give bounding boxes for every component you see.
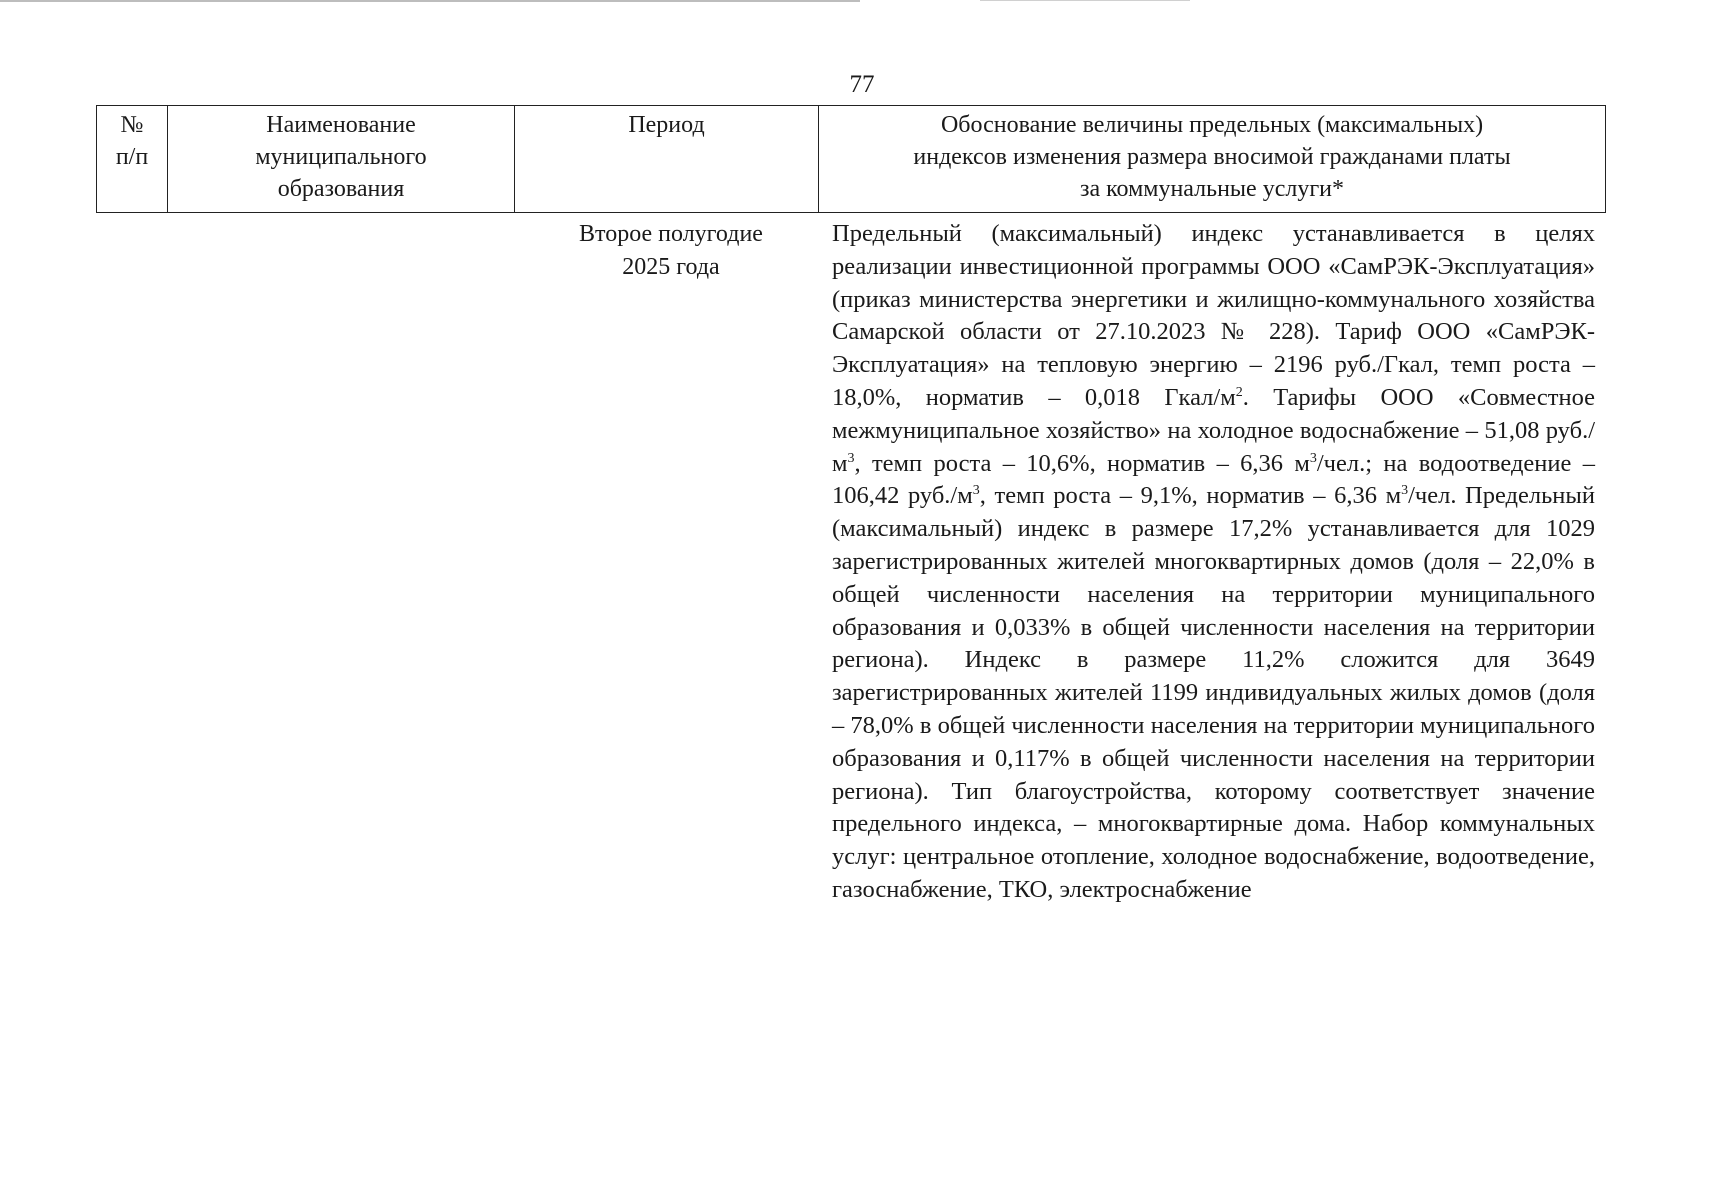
superscript: 2 (1235, 384, 1243, 400)
superscript: 3 (1309, 450, 1317, 466)
header-justification-line: за коммунальные услуги* (1079, 176, 1345, 202)
header-justification-line: индексов изменения размера вносимой гражданами платы (913, 144, 1511, 170)
header-justification (819, 106, 1606, 213)
justification-text: , темп роста – 10,6%, норматив – 6,36 м (854, 449, 1310, 477)
header-period (515, 106, 819, 213)
header-period-label: Период (628, 112, 705, 138)
table-header (96, 105, 1606, 213)
justification-text: . Тарифы ООО «Совместное межмуниципальное хозяйство» на холодное водоснабжение – 51,08 руб./м (832, 383, 1595, 477)
superscript: 3 (1401, 483, 1409, 499)
justification-text: Предельный (максимальный) индекс устанавливается в целях реализации инвестиционной программы ООО «СамРЭК-Эксплуатация» (приказ министерства энергетики и жилищно-коммунального хозяйства Самарской области от 27.10.2023 № 228). Тариф ООО «СамРЭК-Эксплуатация» на тепловую энергию – 2196 руб./Гкал, темп роста – 18,0%, норматив – 0,018 Гкал/м (832, 220, 1595, 411)
justification-text: /чел. Предельный (максимальный) индекс в размере 17,2% устанавливается для 1029 зарегистрированных жителей многоквартирных домов (доля – 22,0% в общей численности населения на территории муниципального образования и 0,033% в общей численности населения на территории региона). Индекс в размере 11,2% сложится для 3649 зарегистрированных жителей 1199 индивидуальных жилых домов (доля – 78,0% в общей численности населения на территории муниципального образования и 0,117% в общей численности населения на территории региона). Тип благоустройства, которому соответствует значение предельного индекса, – многоквартирные дома. Набор коммунальных услуг: центральное отопление, холодное водоснабжение, водоотведение, газоснабжение, ТКО, электроснабжение (832, 482, 1595, 903)
header-municipality (168, 106, 515, 213)
header-municipality-line: Наименование (266, 112, 416, 138)
page-number: 77 (849, 71, 875, 98)
superscript: 3 (972, 483, 980, 499)
justification-text: , темп роста – 9,1%, норматив – 6,36 м (979, 482, 1402, 510)
scan-edge-line (980, 0, 1190, 1)
header-number-line: № (120, 112, 144, 138)
row-period-line: 2025 года (622, 254, 720, 280)
header-number-line: п/п (115, 144, 149, 170)
header-number (97, 106, 168, 213)
scan-edge-line (0, 0, 860, 2)
header-municipality-line: муниципального (255, 144, 427, 170)
header-justification-line: Обоснование величины предельных (максимальных) (940, 112, 1484, 138)
header-municipality-line: образования (277, 176, 405, 202)
justification-text: /чел.; на водоотведение – 106,42 руб./м (832, 449, 1595, 510)
row-period-line: Второе полугодие (579, 221, 763, 247)
superscript: 3 (847, 450, 855, 466)
row-period (546, 218, 796, 284)
row-justification (832, 218, 1595, 907)
